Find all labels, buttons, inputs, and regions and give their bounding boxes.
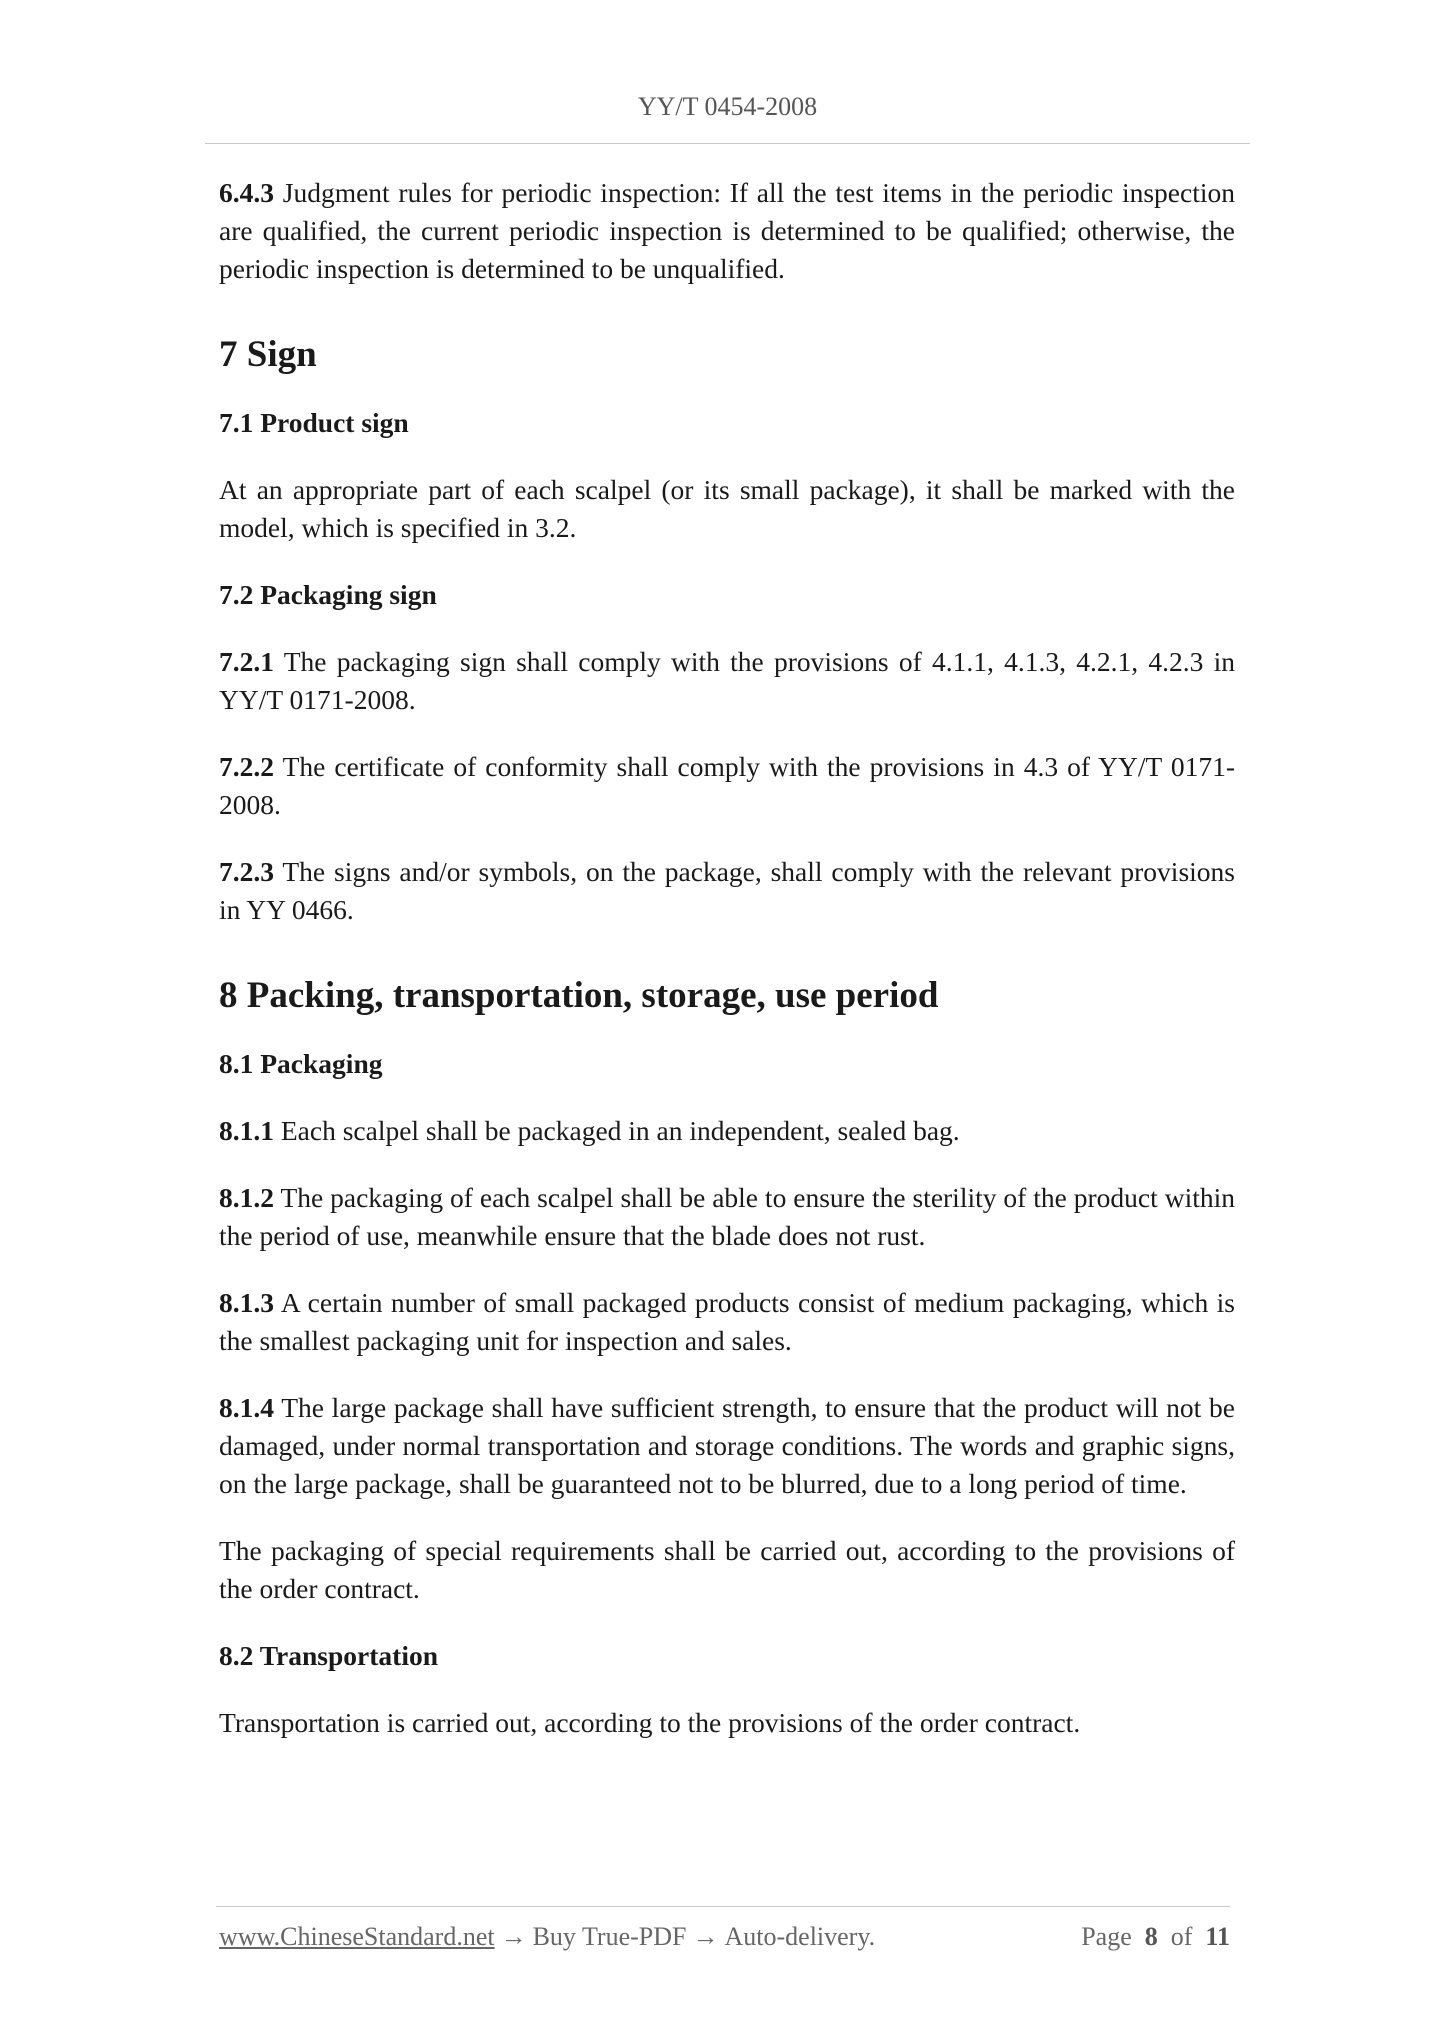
subsection-heading-7-1: 7.1 Product sign	[219, 407, 409, 438]
clause-number: 6.4.3	[219, 177, 274, 208]
clause-text: The signs and/or symbols, on the package, shall comply with the relevant provisions in YY 0466.	[219, 856, 1235, 925]
buy-true-pdf-text: Buy True-PDF	[532, 1922, 687, 1951]
clause-number: 8.1.4	[219, 1392, 274, 1423]
paragraph-8-1-special: The packaging of special requirements shall be carried out, according to the provisions of the order contract.	[219, 1535, 1235, 1604]
clause-7-2-2	[219, 748, 1235, 824]
clause-8-1-4	[219, 1389, 1235, 1503]
clause-8-1-3	[219, 1284, 1235, 1360]
clause-number: 8.1.2	[219, 1182, 274, 1213]
arrow-right-icon: →	[692, 1922, 719, 1951]
clause-number: 7.2.3	[219, 856, 274, 887]
page-of-label: of	[1170, 1922, 1193, 1951]
page-header: YY/T 0454-2008	[637, 92, 818, 121]
clause-6-4-3	[219, 174, 1235, 288]
clause-number: 7.2.2	[219, 751, 274, 782]
clause-text: The packaging sign shall comply with the provisions of 4.1.1, 4.1.3, 4.2.1, 4.2.3 in YY/T 0171-2008.	[219, 646, 1235, 715]
section-heading-7: 7 Sign	[219, 334, 317, 375]
subsection-heading-8-2: 8.2 Transportation	[219, 1640, 439, 1671]
clause-text: The large package shall have sufficient strength, to ensure that the product will not be damaged, under normal transportation and storage conditions. The words and graphic signs, on the large package, shall be guaranteed not to be blurred, due to a long period of time.	[219, 1392, 1235, 1499]
section-heading-8: 8 Packing, transportation, storage, use period	[219, 975, 939, 1016]
clause-number: 8.1.1	[219, 1115, 274, 1146]
page-footer	[219, 1922, 1230, 1952]
page-total: 11	[1205, 1922, 1230, 1951]
auto-delivery-text: Auto-delivery.	[724, 1922, 876, 1951]
arrow-right-icon: →	[500, 1922, 527, 1951]
subsection-heading-7-2: 7.2 Packaging sign	[219, 579, 437, 610]
clause-text: The certificate of conformity shall comply with the provisions in 4.3 of YY/T 0171-2008.	[219, 751, 1235, 820]
clause-7-2-3	[219, 853, 1235, 929]
clause-text: A certain number of small packaged products consist of medium packaging, which is the smallest packaging unit for inspection and sales.	[219, 1287, 1235, 1356]
clause-number: 8.1.3	[219, 1287, 274, 1318]
clause-7-2-1	[219, 643, 1235, 719]
clause-text: Judgment rules for periodic inspection: If all the test items in the periodic inspection are qualified, the current periodic inspection is determined to be qualified; otherwise, the periodic inspection is determined to be unqualified.	[219, 177, 1235, 284]
page-label: Page	[1081, 1922, 1132, 1951]
clause-8-1-1	[219, 1112, 1235, 1150]
clause-text: The packaging of each scalpel shall be able to ensure the sterility of the product within the period of use, meanwhile ensure that the blade does not rust.	[219, 1182, 1235, 1251]
paragraph-8-2: Transportation is carried out, according to the provisions of the order contract.	[219, 1707, 1081, 1738]
clause-text: Each scalpel shall be packaged in an independent, sealed bag.	[280, 1115, 960, 1146]
footer-divider	[216, 1906, 1230, 1907]
page-current: 8	[1144, 1922, 1158, 1951]
clause-8-1-2	[219, 1179, 1235, 1255]
document-body	[219, 174, 1235, 1771]
clause-number: 7.2.1	[219, 646, 274, 677]
paragraph-7-1: At an appropriate part of each scalpel (or its small package), it shall be marked with the model, which is specified in 3.2.	[219, 474, 1235, 543]
footer-promo	[219, 1922, 875, 1952]
subsection-heading-8-1: 8.1 Packaging	[219, 1048, 383, 1079]
page-number	[1081, 1922, 1230, 1952]
site-link[interactable]: www.ChineseStandard.net	[219, 1922, 495, 1951]
header-divider	[205, 143, 1250, 144]
